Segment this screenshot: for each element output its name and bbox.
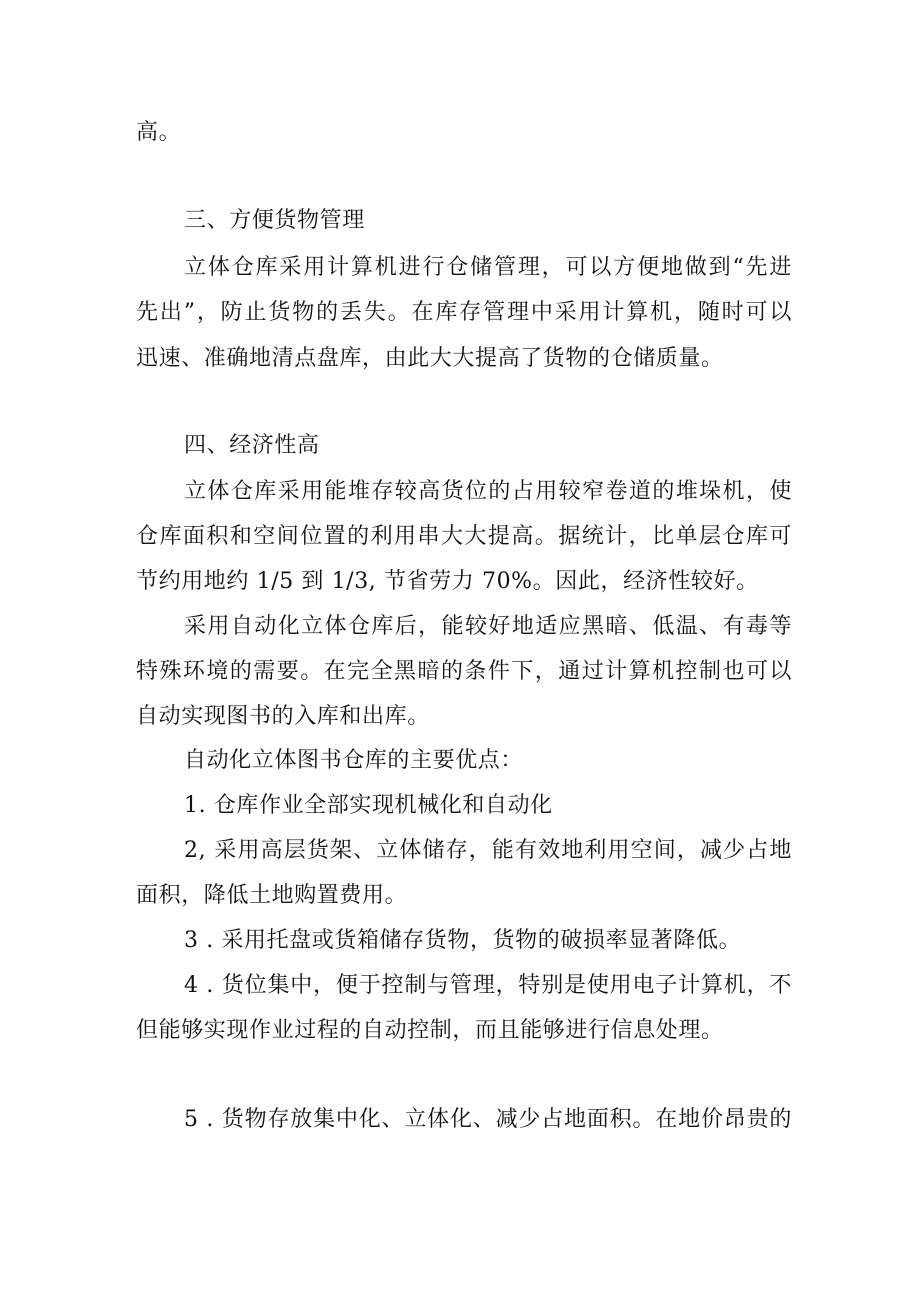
- text-line: 高。: [136, 120, 182, 145]
- text-line: 节约用地约 1/5 到 1/3, 节省劳力 70%。因此，经济性较好。: [136, 569, 759, 594]
- list-item: 3 . 采用托盘或货箱储存货物，货物的破损率显著降低。: [184, 928, 742, 953]
- list-item: 2, 采用高层货架、立体储存，能有效地利用空间，减少占地: [184, 838, 792, 863]
- text-line: 自动实现图书的入库和出库。: [136, 704, 430, 729]
- list-item: 4 . 货位集中，便于控制与管理，特别是使用电子计算机，不: [184, 973, 792, 998]
- text-line: 但能够实现作业过程的自动控制，而且能够进行信息处理。: [136, 1018, 724, 1043]
- section-heading: 三、方便货物管理: [184, 208, 365, 233]
- list-item: 1. 仓库作业全部实现机械化和自动化: [184, 793, 553, 818]
- list-item: 5 . 货物存放集中化、立体化、减少占地面积。在地价昂贵的: [184, 1107, 792, 1132]
- text-line: 先出”，防止货物的丢失。在库存管理中采用计算机，随时可以: [136, 300, 792, 325]
- text-line: 迅速、准确地清点盘库，由此大大提高了货物的仓储质量。: [136, 346, 724, 371]
- text-line: 自动化立体图书仓库的主要优点：: [184, 748, 524, 773]
- text-line: 采用自动化立体仓库后，能较好地适应黑暗、低温、有毒等: [184, 614, 792, 639]
- text-line: 立体仓库采用计算机进行仓储管理，可以方便地做到“先进: [184, 255, 792, 280]
- text-line: 立体仓库采用能堆存较高货位的占用较窄卷道的堆垛机，使: [184, 479, 792, 504]
- text-line: 仓库面积和空间位置的利用串大大提高。据统计，比单层仓库可: [136, 524, 792, 549]
- text-line: 特殊环境的需要。在完全黑暗的条件下，通过计算机控制也可以: [136, 659, 792, 684]
- section-heading: 四、经济性高: [184, 433, 320, 458]
- text-line: 面积，降低土地购置费用。: [136, 883, 408, 908]
